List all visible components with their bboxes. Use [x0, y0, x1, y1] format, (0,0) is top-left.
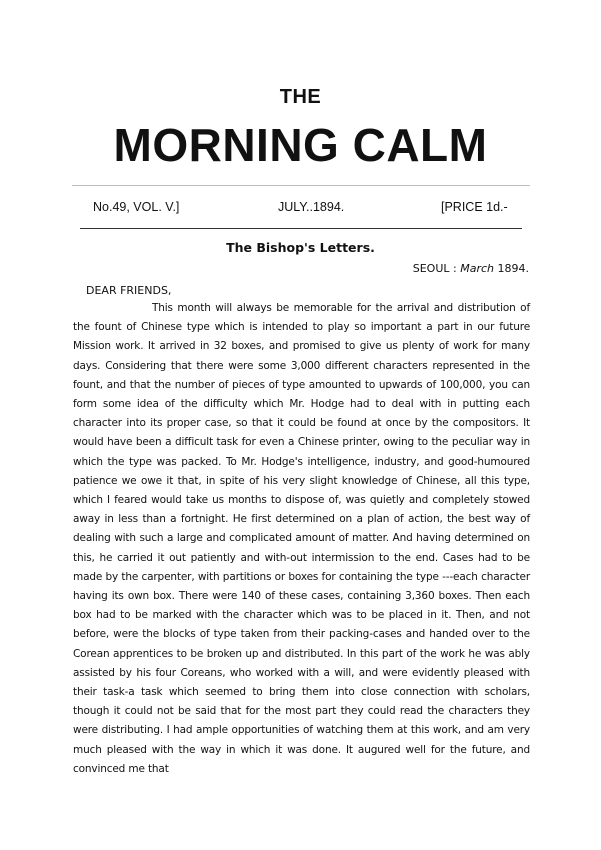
issue-date: JULY..1894. [278, 200, 345, 214]
dateline [413, 262, 529, 275]
issue-rule [80, 228, 522, 229]
masthead-rule [72, 185, 530, 186]
article-title: The Bishop's Letters. [226, 240, 375, 255]
masthead-article: THE [279, 86, 322, 108]
issue-price: [PRICE 1d.- [441, 200, 508, 214]
article-body: This month will always be memorable for the arrival and distribution of the fount of Chinese type which is intended to play so important a part in our future Mission work. It arrived in 32 boxes, and promised to give us plenty of work for many days. Considering that there were some 3,000 different characters represented in the fount, and that the number of pieces of type amounted to upwards of 100,000, you can form some idea of the difficulty which Mr. Hodge had to deal with in putting each character into its proper case, so that it could be found at once by the compositors. It would have been a difficult task for even a Chinese printer, owing to the peculiar way in which the type was packed. To Mr. Hodge's intelligence, industry, and good-humoured patience we owe it that, in spite of his very slight knowledge of Chinese, all this type, which I feared would take us months to dispose of, was quietly and completely stowed away in less than a fortnight. He first determined on a plan of action, the best way of dealing with such a large and complicated amount of matter. And having determined on this, he carried it out patiently and with-out intermission to the end. Cases had to be made by the carpenter, with partitions or boxes for containing the type ---each character having its own box. There were 140 of these cases, containing 3,360 boxes. Then each box had to be marked with the character which was to be placed in it. Then, and not before, were the blocks of type taken from their packing-cases and handed over to the Corean apprentices to be broken up and distributed. In this part of the work he was ably assisted by his four Coreans, who worked with a will, and were evidently pleased with their task-a task which seemed to bring them into close connection with scholars, though it could not be said that for the most part they could read the characters they were distributing. I had ample opportunities of watching them at this work, and am very much pleased with the way in which it was done. It augured well for the future, and convinced me that [73, 302, 530, 775]
salutation: DEAR FRIENDS, [86, 284, 172, 297]
masthead-title: MORNING CALM [113, 119, 488, 171]
issue-info-bar [72, 200, 530, 218]
dateline-place: SEOUL : [412, 262, 461, 275]
issue-number: No.49, VOL. V.] [93, 200, 180, 214]
dateline-month: March [460, 262, 494, 275]
dateline-year: 1894. [494, 262, 529, 275]
